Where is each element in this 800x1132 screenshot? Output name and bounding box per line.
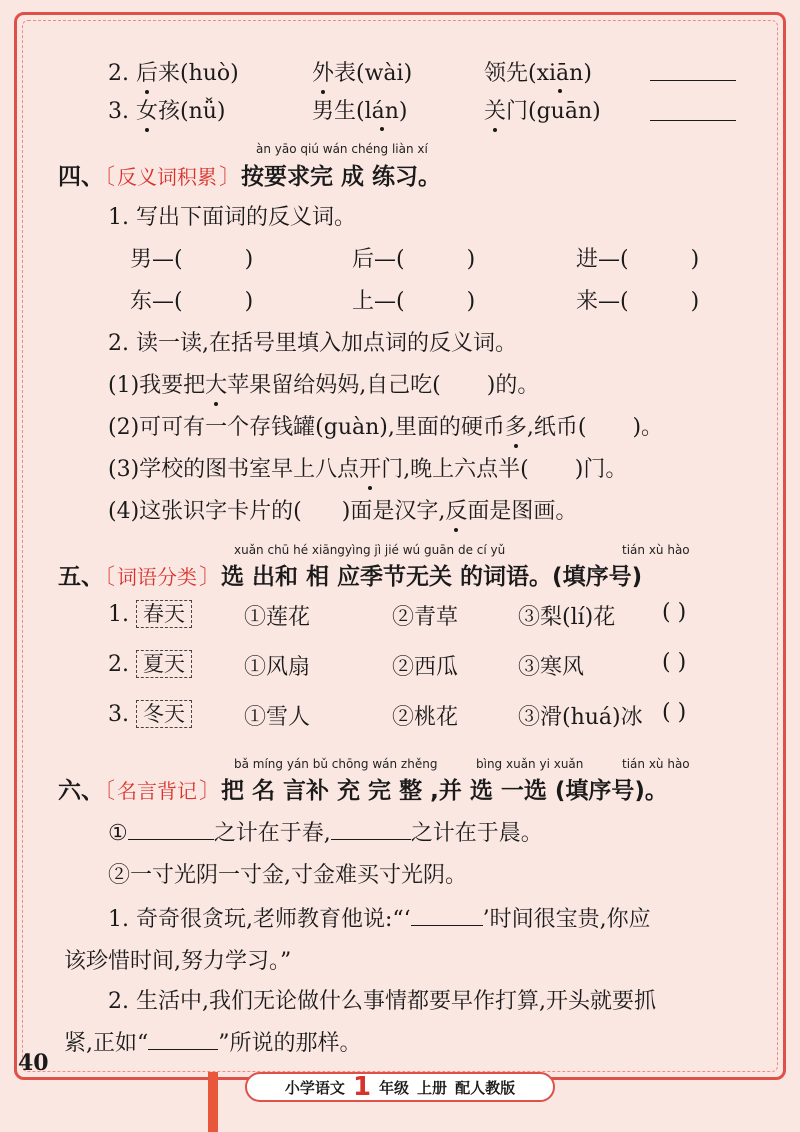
sec6-q1-cont: 该珍惜时间,努力学习。” [64,949,292,974]
sec4-q2: 2. 读一读,在括号里填入加点词的反义词。 [108,331,517,356]
season-row: 2. 夏天 [108,650,192,678]
answer-blank[interactable] [650,80,736,81]
sec6-tag: 名言背记 [117,779,198,803]
sec3-row2: 2. 后来(huò) [108,56,239,87]
sec4-s1: (1)我要把大苹果留给妈妈,自己吃( )的。 [108,368,539,399]
option: ②西瓜 [392,655,459,680]
sec4-s3: (3)学校的图书室早上八点开门,晚上六点半( )门。 [108,452,627,483]
sec4-q1: 1. 写出下面词的反义词。 [108,205,356,230]
season-box: 夏天 [136,650,192,678]
season-box: 冬天 [136,700,192,728]
season-row: 1. 春天 [108,600,192,628]
antonym-pair: 上—( ) [352,289,476,314]
option: ②青草 [392,605,459,630]
sec5-pinyin-tail: tián xù hào [622,543,690,557]
sec6-q2: 2. 生活中,我们无论做什么事情都要早作打算,开头就要抓 [108,989,656,1014]
page-number: 40 [18,1050,49,1076]
option: ②桃花 [392,705,459,730]
antonym-pair: 来—( ) [576,289,700,314]
antonym-pair: 后—( ) [352,247,476,272]
sec3-row2-w2: 外表(wài) [312,56,412,87]
sec4-s4: (4)这张识字卡片的( )面是汉字,反面是图画。 [108,494,577,525]
sec6-pinyin-mid: bìng xuǎn yi xuǎn [476,757,584,771]
answer-blank[interactable] [148,1032,218,1050]
season-row: 3. 冬天 [108,700,192,728]
season-box: 春天 [136,600,192,628]
antonym-pair: 东—( ) [130,289,254,314]
motto-2: ②一寸光阴一寸金,寸金难买寸光阴。 [108,863,467,888]
option: ③滑(huá)冰 [518,705,643,730]
sec3-row2-w3: 领先(xiān) [484,61,592,86]
answer-paren[interactable]: ( ) [662,600,687,625]
option: ③寒风 [518,655,585,680]
option: ①雪人 [244,705,311,730]
sec3-row3: 3. 女孩(nǚ) [108,94,226,125]
motto-1: ① 之计在于春, 之计在于晨。 [108,821,543,846]
sec5-tag: 词语分类 [117,565,198,589]
sec5-pinyin: xuǎn chū hé xiāngyìng jì jié wú guān de cí yǔ [234,543,506,557]
sec4-heading: 四、〔 反义词积累〕按要求完 成 练习。 [58,158,441,191]
answer-blank[interactable] [128,822,214,840]
footer-banner: 小学语文 1 年级 上册 配人教版 [245,1072,555,1102]
answer-paren[interactable]: ( ) [662,650,687,675]
sec3-row3-w3: 关门(guān) [484,94,601,125]
antonym-pair: 男—( ) [130,247,254,272]
sec6-q1: 1. 奇奇很贪玩,老师教育他说:“‘ ’时间很宝贵,你应 [108,907,651,932]
sec5-heading: 五、〔 词语分类〕选 出和 相 应季节无关 的词语。(填序号) [58,558,642,591]
spine-decoration [208,1072,218,1132]
answer-blank[interactable] [650,120,736,121]
answer-blank[interactable] [411,908,483,926]
sec6-pinyin: bǎ míng yán bǔ chōng wán zhěng [234,757,438,771]
option: ①莲花 [244,605,311,630]
sec6-heading: 六、〔 名言背记〕把 名 言补 充 完 整 ,并 选 一选 (填序号)。 [58,772,668,805]
sec4-pinyin: àn yāo qiú wán chéng liàn xí [256,142,428,156]
antonym-pair: 进—( ) [576,247,700,272]
sec4-s2: (2)可可有一个存钱罐(guàn),里面的硬币多,纸币( )。 [108,410,663,441]
option: ③梨(lí)花 [518,605,616,630]
answer-paren[interactable]: ( ) [662,700,687,725]
sec4-tag: 反义词积累 [117,165,218,189]
answer-blank[interactable] [331,822,411,840]
option: ①风扇 [244,655,311,680]
sec6-pinyin-tail: tián xù hào [622,757,690,771]
sec6-q2-cont: 紧,正如“ ”所说的那样。 [64,1031,362,1056]
sec3-row3-w2: 男生(lán) [312,99,408,124]
